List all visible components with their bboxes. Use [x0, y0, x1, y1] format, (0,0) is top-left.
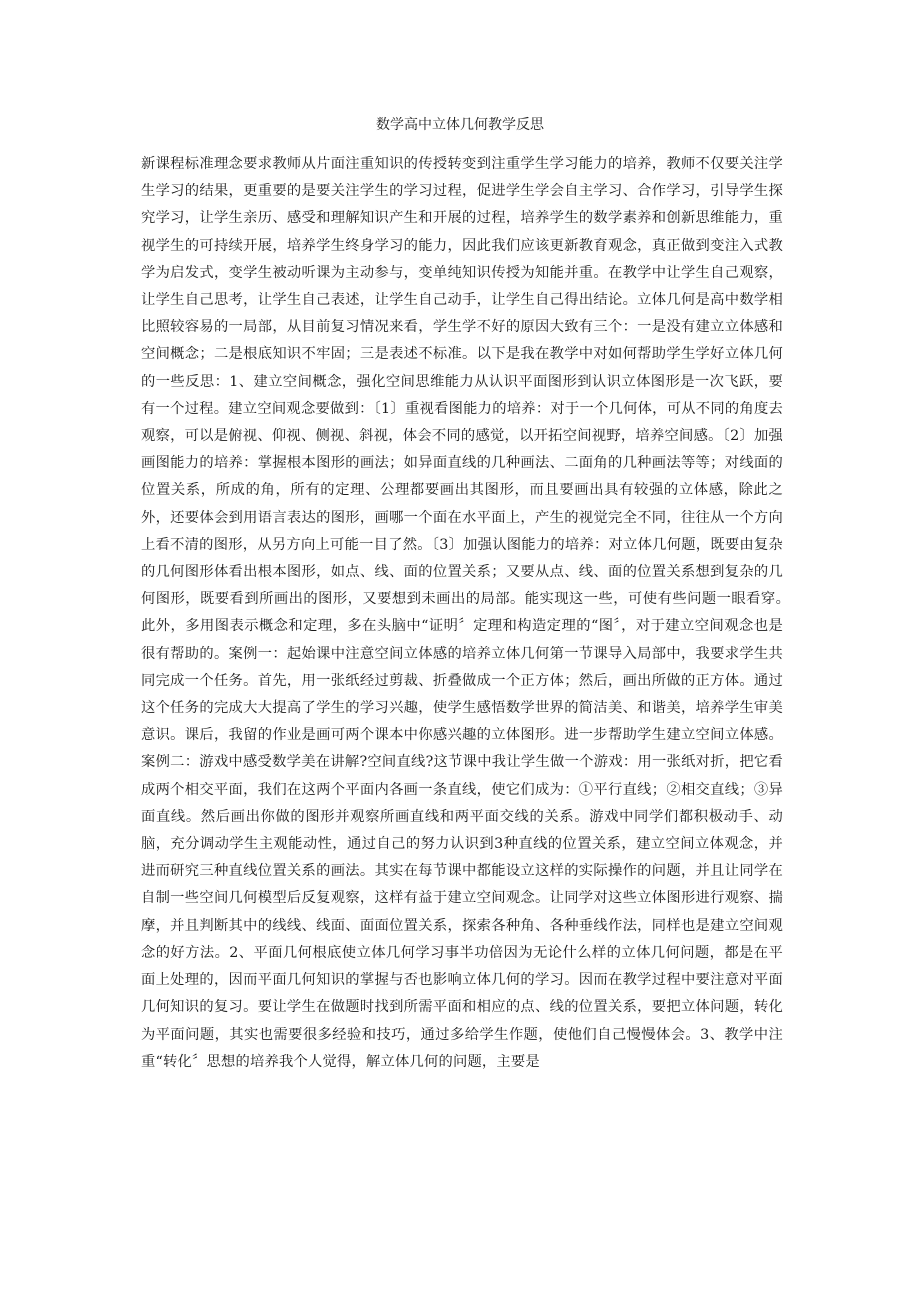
document-title: 数学高中立体几何教学反思 [376, 117, 544, 133]
document-body: 新课程标准理念要求教师从片面注重知识的传授转变到注重学生学习能力的培养，教师不仅要关注学生学习的结果，更重要的是要关注学生的学习过程，促进学生学会自主学习、合作学习，引导学生探究学习，让学生亲历、感受和理解知识产生和开展的过程，培养学生的数学素养和创新思维能力，重视学生的可持续开展，培养学生终身学习的能力，因此我们应该更新教育观念，真正做到变注入式教学为启发式，变学生被动听课为主动参与，变单纯知识传授为知能并重。在教学中让学生自己观察，让学生自己思考，让学生自己表述，让学生自己动手，让学生自己得出结论。立体几何是高中数学相比照较容易的一局部，从目前复习情况来看，学生学不好的原因大致有三个：一是没有建立立体感和空间概念；二是根底知识不牢固；三是表述不标准。以下是我在教学中对如何帮助学生学好立体几何的一些反思：1、建立空间概念，强化空间思维能力从认识平面图形到认识立体图形是一次飞跃，要有一个过程。建立空间观念要做到：〔1〕重视看图能力的培养：对于一个几何体，可从不同的角度去观察，可以是俯视、仰视、侧视、斜视，体会不同的感觉，以开拓空间视野，培养空间感。〔2〕加强画图能力的培养：掌握根本图形的画法；如异面直线的几种画法、二面角的几种画法等等；对线面的位置关系，所成的角，所有的定理、公理都要画出其图形，而且要画出具有较强的立体感，除此之外，还要体会到用语言表达的图形，画哪一个面在水平面上，产生的视觉完全不同，往往从一个方向上看不清的图形，从另方向上可能一目了然。〔3〕加强认图能力的培养：对立体几何题，既要由复杂的几何图形体看出根本图形，如点、线、面的位置关系；又要从点、线、面的位置关系想到复杂的几何图形，既要看到所画出的图形，又要想到未画出的局部。能实现这一些，可使有些问题一眼看穿。 此外，多用图表示概念和定理，多在头脑中“证明〞定理和构造定理的“图〞，对于建立空间观念也是很有帮助的。案例一：起始课中注意空间立体感的培养立体几何第一节课导入局部中，我要求学生共同完成一个任务。首先，用一张纸经过剪裁、折叠做成一个正方体；然后，画出所做的正方体。通过这个任务的完成大大提高了学生的学习兴趣，使学生感悟数学世界的简洁美、和谐美，培养学生审美意识。课后，我留的作业是画可两个课本中你感兴趣的立体图形。进一步帮助学生建立空间立体感。案例二：游戏中感受数学美在讲解?空间直线?这节课中我让学生做一个游戏：用一张纸对折，把它看成两个相交平面，我们在这两个平面内各画一条直线，使它们成为：①平行直线；②相交直线；③异面直线。然后画出你做的图形并观察所画直线和两平面交线的关系。游戏中同学们都积极动手、动脑，充分调动学生主观能动性，通过自己的努力认识到3种直线的位置关系，建立空间立体观念，并进而研究三种直线位置关系的画法。其实在每节课中都能设立这样的实际操作的问题，并且让同学在自制一些空间几何模型后反复观察，这样有益于建立空间观念。让同学对这些立体图形进行观察、揣摩，并且判断其中的线线、线面、面面位置关系，探索各种角、各种垂线作法，同样也是建立空间观念的好方法。2、平面几何根底使立体几何学习事半功倍因为无论什么样的立体几何问题，都是在平面上处理的，因而平面几何知识的掌握与否也影响立体几何的学习。因而在教学过程中要注意对平面几何知识的复习。要让学生在做题时找到所需平面和相应的点、线的位置关系，要把立体问题，转化为平面问题，其实也需要很多经验和技巧，通过多给学生作题，使他们自己慢慢体会。3、教学中注重“转化〞思想的培养我个人觉得，解立体几何的问题，主要是 [141, 156, 812, 1070]
